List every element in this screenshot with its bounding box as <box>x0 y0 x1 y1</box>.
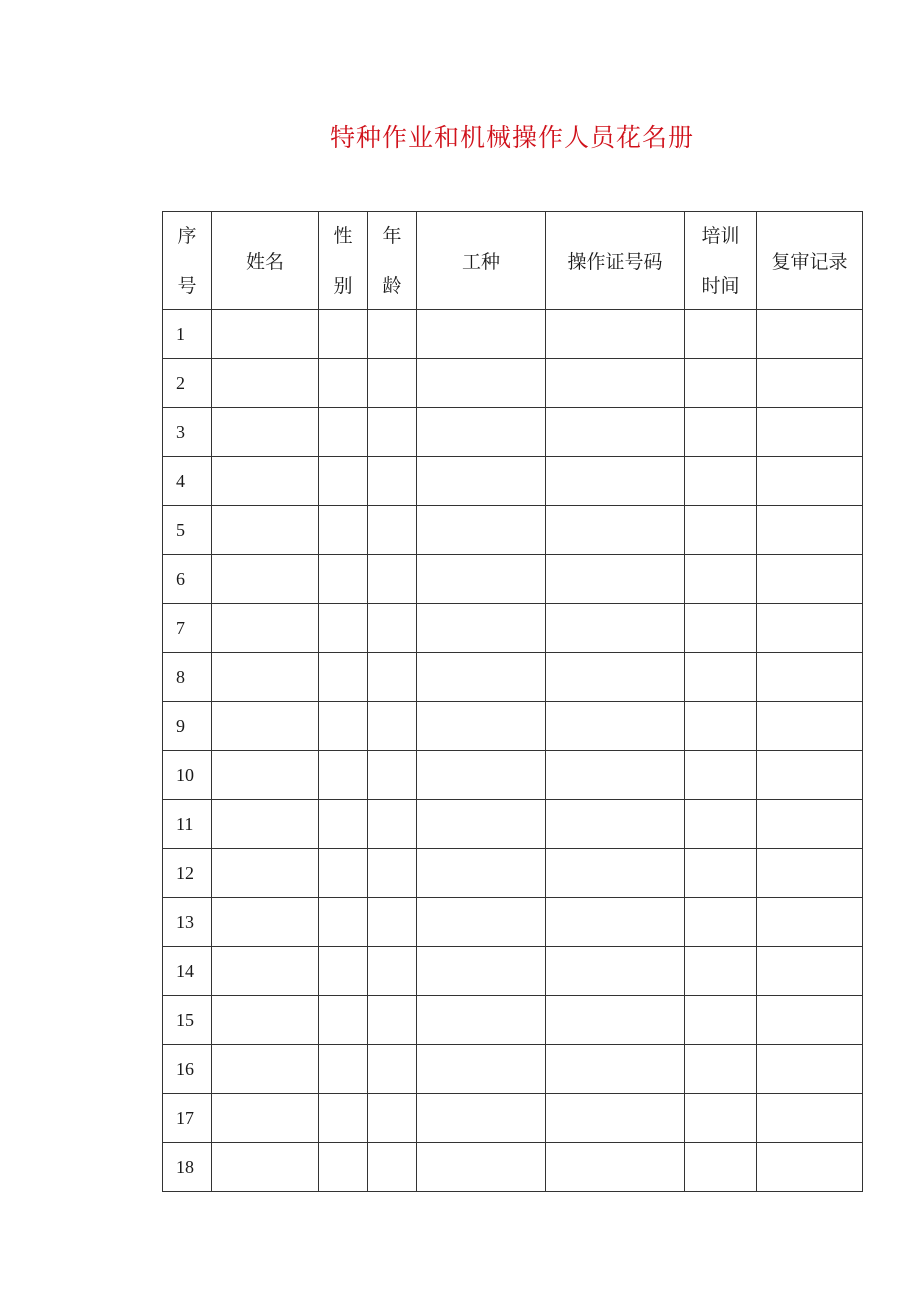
row-job-type-cell[interactable] <box>417 849 546 898</box>
header-name <box>212 212 319 310</box>
row-seq-cell: 9 <box>163 702 212 751</box>
header-age-line1: 年 <box>382 224 402 247</box>
row-training-time-cell[interactable] <box>685 1094 757 1143</box>
row-seq-cell: 2 <box>163 359 212 408</box>
row-gender-cell[interactable] <box>319 751 368 800</box>
row-review-record-cell[interactable] <box>757 849 863 898</box>
row-seq-cell: 1 <box>163 310 212 359</box>
row-age-cell[interactable] <box>368 604 417 653</box>
row-training-time-cell[interactable] <box>685 457 757 506</box>
row-gender-cell[interactable] <box>319 1045 368 1094</box>
table-row <box>163 604 863 653</box>
table-row <box>163 555 863 604</box>
table-row <box>163 898 863 947</box>
row-name-cell[interactable] <box>212 849 319 898</box>
row-review-record-cell[interactable] <box>757 359 863 408</box>
row-review-record-cell[interactable] <box>757 751 863 800</box>
row-name-cell[interactable] <box>212 702 319 751</box>
row-training-time-cell[interactable] <box>685 310 757 359</box>
table-row <box>163 947 863 996</box>
row-seq-cell: 5 <box>163 506 212 555</box>
row-name-cell[interactable] <box>212 1094 319 1143</box>
row-job-type-cell[interactable] <box>417 947 546 996</box>
row-training-time-cell[interactable] <box>685 751 757 800</box>
row-age-cell[interactable] <box>368 1094 417 1143</box>
row-name-cell[interactable] <box>212 898 319 947</box>
table-row <box>163 1094 863 1143</box>
row-gender-cell[interactable] <box>319 800 368 849</box>
row-age-cell[interactable] <box>368 1143 417 1192</box>
row-review-record-cell[interactable] <box>757 604 863 653</box>
row-training-time-cell[interactable] <box>685 1143 757 1192</box>
table-row <box>163 653 863 702</box>
row-age-cell[interactable] <box>368 751 417 800</box>
row-cert-no-cell[interactable] <box>546 996 685 1045</box>
row-job-type-cell[interactable] <box>417 1094 546 1143</box>
table-row <box>163 702 863 751</box>
row-training-time-cell[interactable] <box>685 359 757 408</box>
table-row <box>163 849 863 898</box>
row-age-cell[interactable] <box>368 702 417 751</box>
table-row <box>163 996 863 1045</box>
row-age-cell[interactable] <box>368 506 417 555</box>
row-training-time-cell[interactable] <box>685 996 757 1045</box>
row-review-record-cell[interactable] <box>757 1094 863 1143</box>
row-training-time-cell[interactable] <box>685 1045 757 1094</box>
row-seq-cell: 10 <box>163 751 212 800</box>
row-cert-no-cell[interactable] <box>546 702 685 751</box>
row-cert-no-cell[interactable] <box>546 898 685 947</box>
row-gender-cell[interactable] <box>319 359 368 408</box>
row-gender-cell[interactable] <box>319 310 368 359</box>
row-age-cell[interactable] <box>368 898 417 947</box>
row-job-type-cell[interactable] <box>417 996 546 1045</box>
header-gender-line1: 性 <box>333 224 353 247</box>
table-row <box>163 1045 863 1094</box>
row-seq-cell: 17 <box>163 1094 212 1143</box>
table-row <box>163 457 863 506</box>
row-seq-cell: 15 <box>163 996 212 1045</box>
row-seq-cell: 18 <box>163 1143 212 1192</box>
header-training-time-line2: 时间 <box>701 274 740 297</box>
row-name-cell[interactable] <box>212 653 319 702</box>
row-age-cell[interactable] <box>368 996 417 1045</box>
row-review-record-cell[interactable] <box>757 457 863 506</box>
row-seq-cell: 14 <box>163 947 212 996</box>
row-seq-cell: 4 <box>163 457 212 506</box>
row-job-type-cell[interactable] <box>417 457 546 506</box>
row-seq-cell: 3 <box>163 408 212 457</box>
header-cert-no <box>546 212 685 310</box>
row-training-time-cell[interactable] <box>685 506 757 555</box>
row-training-time-cell[interactable] <box>685 653 757 702</box>
row-gender-cell[interactable] <box>319 1143 368 1192</box>
row-job-type-cell[interactable] <box>417 1045 546 1094</box>
header-seq-line2: 号 <box>177 274 197 297</box>
row-job-type-cell[interactable] <box>417 653 546 702</box>
row-review-record-cell[interactable] <box>757 702 863 751</box>
header-gender <box>319 212 368 310</box>
document-title: 特种作业和机械操作人员花名册 <box>329 123 694 152</box>
row-cert-no-cell[interactable] <box>546 408 685 457</box>
row-review-record-cell[interactable] <box>757 898 863 947</box>
row-cert-no-cell[interactable] <box>546 653 685 702</box>
row-cert-no-cell[interactable] <box>546 506 685 555</box>
row-name-cell[interactable] <box>212 800 319 849</box>
header-training-time <box>685 212 757 310</box>
row-name-cell[interactable] <box>212 1045 319 1094</box>
header-review-record <box>757 212 863 310</box>
row-gender-cell[interactable] <box>319 604 368 653</box>
row-review-record-cell[interactable] <box>757 1143 863 1192</box>
row-name-cell[interactable] <box>212 457 319 506</box>
row-job-type-cell[interactable] <box>417 359 546 408</box>
row-age-cell[interactable] <box>368 555 417 604</box>
row-training-time-cell[interactable] <box>685 800 757 849</box>
row-cert-no-cell[interactable] <box>546 604 685 653</box>
row-cert-no-cell[interactable] <box>546 1143 685 1192</box>
row-seq-cell: 7 <box>163 604 212 653</box>
row-gender-cell[interactable] <box>319 996 368 1045</box>
row-name-cell[interactable] <box>212 506 319 555</box>
row-seq-cell: 11 <box>163 800 212 849</box>
row-age-cell[interactable] <box>368 653 417 702</box>
row-cert-no-cell[interactable] <box>546 849 685 898</box>
row-cert-no-cell[interactable] <box>546 457 685 506</box>
row-seq-cell: 13 <box>163 898 212 947</box>
row-age-cell[interactable] <box>368 359 417 408</box>
row-training-time-cell[interactable] <box>685 555 757 604</box>
row-job-type-cell[interactable] <box>417 702 546 751</box>
row-seq-cell: 12 <box>163 849 212 898</box>
table-row <box>163 751 863 800</box>
row-training-time-cell[interactable] <box>685 947 757 996</box>
row-gender-cell[interactable] <box>319 457 368 506</box>
row-name-cell[interactable] <box>212 408 319 457</box>
table-row <box>163 506 863 555</box>
row-name-cell[interactable] <box>212 751 319 800</box>
row-review-record-cell[interactable] <box>757 310 863 359</box>
row-cert-no-cell[interactable] <box>546 359 685 408</box>
row-job-type-cell[interactable] <box>417 555 546 604</box>
row-training-time-cell[interactable] <box>685 702 757 751</box>
header-seq-line1: 序 <box>177 224 197 247</box>
row-job-type-cell[interactable] <box>417 751 546 800</box>
row-cert-no-cell[interactable] <box>546 800 685 849</box>
row-cert-no-cell[interactable] <box>546 947 685 996</box>
row-training-time-cell[interactable] <box>685 604 757 653</box>
row-cert-no-cell[interactable] <box>546 751 685 800</box>
table-row <box>163 359 863 408</box>
header-review-record-label: 复审记录 <box>771 251 848 273</box>
row-seq-cell: 16 <box>163 1045 212 1094</box>
row-review-record-cell[interactable] <box>757 947 863 996</box>
table-row <box>163 1143 863 1192</box>
row-cert-no-cell[interactable] <box>546 310 685 359</box>
row-seq-cell: 8 <box>163 653 212 702</box>
row-job-type-cell[interactable] <box>417 408 546 457</box>
header-age <box>368 212 417 310</box>
roster-body <box>163 310 863 1192</box>
row-name-cell[interactable] <box>212 604 319 653</box>
row-age-cell[interactable] <box>368 408 417 457</box>
row-job-type-cell[interactable] <box>417 800 546 849</box>
row-cert-no-cell[interactable] <box>546 1045 685 1094</box>
header-job-type <box>417 212 546 310</box>
row-review-record-cell[interactable] <box>757 408 863 457</box>
table-row <box>163 800 863 849</box>
row-training-time-cell[interactable] <box>685 898 757 947</box>
row-review-record-cell[interactable] <box>757 800 863 849</box>
row-age-cell[interactable] <box>368 1045 417 1094</box>
row-review-record-cell[interactable] <box>757 653 863 702</box>
row-name-cell[interactable] <box>212 555 319 604</box>
row-gender-cell[interactable] <box>319 408 368 457</box>
row-job-type-cell[interactable] <box>417 604 546 653</box>
row-job-type-cell[interactable] <box>417 310 546 359</box>
row-name-cell[interactable] <box>212 947 319 996</box>
row-age-cell[interactable] <box>368 800 417 849</box>
row-cert-no-cell[interactable] <box>546 1094 685 1143</box>
table-row <box>163 310 863 359</box>
row-seq-cell: 6 <box>163 555 212 604</box>
row-name-cell[interactable] <box>212 1143 319 1192</box>
row-job-type-cell[interactable] <box>417 1143 546 1192</box>
row-name-cell[interactable] <box>212 359 319 408</box>
row-review-record-cell[interactable] <box>757 555 863 604</box>
row-training-time-cell[interactable] <box>685 408 757 457</box>
row-age-cell[interactable] <box>368 310 417 359</box>
header-training-time-line1: 培训 <box>701 224 740 247</box>
row-gender-cell[interactable] <box>319 898 368 947</box>
header-gender-line2: 别 <box>333 274 353 297</box>
table-header-row <box>163 212 863 310</box>
row-age-cell[interactable] <box>368 947 417 996</box>
roster-table <box>162 211 863 1192</box>
row-review-record-cell[interactable] <box>757 506 863 555</box>
row-gender-cell[interactable] <box>319 1094 368 1143</box>
row-review-record-cell[interactable] <box>757 996 863 1045</box>
row-job-type-cell[interactable] <box>417 898 546 947</box>
row-review-record-cell[interactable] <box>757 1045 863 1094</box>
row-gender-cell[interactable] <box>319 849 368 898</box>
table-row <box>163 408 863 457</box>
row-age-cell[interactable] <box>368 457 417 506</box>
row-gender-cell[interactable] <box>319 702 368 751</box>
row-gender-cell[interactable] <box>319 653 368 702</box>
row-gender-cell[interactable] <box>319 555 368 604</box>
row-name-cell[interactable] <box>212 996 319 1045</box>
header-age-line2: 龄 <box>382 274 402 297</box>
row-training-time-cell[interactable] <box>685 849 757 898</box>
header-seq <box>163 212 212 310</box>
row-name-cell[interactable] <box>212 310 319 359</box>
row-gender-cell[interactable] <box>319 947 368 996</box>
header-name-label: 姓名 <box>245 251 284 273</box>
header-job-type-label: 工种 <box>461 251 500 273</box>
header-cert-no-label: 操作证号码 <box>567 251 663 273</box>
row-job-type-cell[interactable] <box>417 506 546 555</box>
row-cert-no-cell[interactable] <box>546 555 685 604</box>
row-gender-cell[interactable] <box>319 506 368 555</box>
row-age-cell[interactable] <box>368 849 417 898</box>
